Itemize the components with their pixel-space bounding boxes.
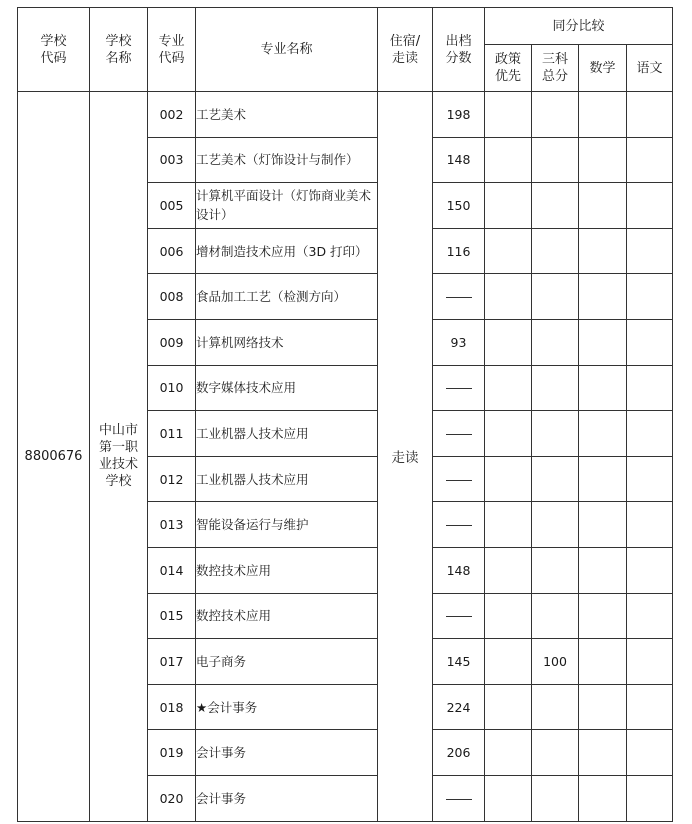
- policy-first-cell: [485, 547, 532, 593]
- chinese-cell: [627, 411, 673, 457]
- math-cell: [579, 502, 627, 548]
- chinese-cell: [627, 730, 673, 776]
- no-score-dash: [446, 434, 472, 435]
- admission-score-table: [17, 7, 673, 822]
- three-total-cell: [532, 137, 579, 183]
- table-row: [18, 92, 673, 138]
- score-cell: 116: [433, 228, 485, 274]
- score-cell: 198: [433, 92, 485, 138]
- chinese-cell: [627, 137, 673, 183]
- header-major-name: 专业名称: [196, 8, 378, 92]
- three-total-cell: [532, 365, 579, 411]
- chinese-cell: [627, 775, 673, 821]
- three-total-cell: [532, 183, 579, 229]
- three-total-cell: [532, 547, 579, 593]
- math-cell: [579, 593, 627, 639]
- major-code-cell: 009: [148, 319, 196, 365]
- school-name-cell: 中山市 第一职 业技术 学校: [90, 92, 148, 822]
- score-cell: [433, 456, 485, 502]
- score-cell: 145: [433, 639, 485, 685]
- major-name-cell: 数控技术应用: [196, 547, 378, 593]
- policy-first-cell: [485, 456, 532, 502]
- three-total-cell: [532, 775, 579, 821]
- major-name-cell: 计算机网络技术: [196, 319, 378, 365]
- score-cell: [433, 411, 485, 457]
- header-boarding: 住宿/ 走读: [378, 8, 433, 92]
- header-policy-first: 政策 优先: [485, 45, 532, 92]
- major-name-cell: 工艺美术: [196, 92, 378, 138]
- math-cell: [579, 730, 627, 776]
- three-total-cell: [532, 456, 579, 502]
- major-code-cell: 006: [148, 228, 196, 274]
- three-total-cell: [532, 502, 579, 548]
- major-name-cell: 计算机平面设计（灯饰商业美术设计）: [196, 183, 378, 229]
- major-code-cell: 015: [148, 593, 196, 639]
- policy-first-cell: [485, 274, 532, 320]
- no-score-dash: [446, 799, 472, 800]
- score-cell: [433, 775, 485, 821]
- header-school-code: 学校 代码: [18, 8, 90, 92]
- score-cell: 224: [433, 684, 485, 730]
- math-cell: [579, 183, 627, 229]
- no-score-dash: [446, 616, 472, 617]
- policy-first-cell: [485, 411, 532, 457]
- major-name-cell: ★会计事务: [196, 684, 378, 730]
- header-major-code: 专业 代码: [148, 8, 196, 92]
- policy-first-cell: [485, 319, 532, 365]
- major-name-cell: 食品加工工艺（检测方向）: [196, 274, 378, 320]
- major-code-cell: 012: [148, 456, 196, 502]
- major-code-cell: 013: [148, 502, 196, 548]
- major-code-cell: 017: [148, 639, 196, 685]
- three-total-cell: [532, 228, 579, 274]
- math-cell: [579, 639, 627, 685]
- major-code-cell: 003: [148, 137, 196, 183]
- major-code-cell: 008: [148, 274, 196, 320]
- math-cell: [579, 228, 627, 274]
- three-total-cell: [532, 730, 579, 776]
- header-chinese: 语文: [627, 45, 673, 92]
- major-code-cell: 002: [148, 92, 196, 138]
- major-code-cell: 018: [148, 684, 196, 730]
- score-cell: 148: [433, 137, 485, 183]
- table-body: [18, 92, 673, 822]
- no-score-dash: [446, 297, 472, 298]
- three-total-cell: [532, 274, 579, 320]
- math-cell: [579, 547, 627, 593]
- major-name-cell: 工艺美术（灯饰设计与制作）: [196, 137, 378, 183]
- major-name-cell: 电子商务: [196, 639, 378, 685]
- chinese-cell: [627, 639, 673, 685]
- chinese-cell: [627, 319, 673, 365]
- no-score-dash: [446, 525, 472, 526]
- policy-first-cell: [485, 365, 532, 411]
- three-total-cell: 100: [532, 639, 579, 685]
- math-cell: [579, 274, 627, 320]
- three-total-cell: [532, 593, 579, 639]
- math-cell: [579, 684, 627, 730]
- no-score-dash: [446, 388, 472, 389]
- major-code-cell: 020: [148, 775, 196, 821]
- policy-first-cell: [485, 137, 532, 183]
- score-cell: 150: [433, 183, 485, 229]
- major-code-cell: 010: [148, 365, 196, 411]
- policy-first-cell: [485, 593, 532, 639]
- policy-first-cell: [485, 502, 532, 548]
- three-total-cell: [532, 411, 579, 457]
- chinese-cell: [627, 274, 673, 320]
- major-name-cell: 工业机器人技术应用: [196, 411, 378, 457]
- major-code-cell: 019: [148, 730, 196, 776]
- chinese-cell: [627, 502, 673, 548]
- chinese-cell: [627, 92, 673, 138]
- math-cell: [579, 456, 627, 502]
- policy-first-cell: [485, 775, 532, 821]
- score-cell: [433, 365, 485, 411]
- header-tie-compare: 同分比较: [485, 8, 673, 45]
- policy-first-cell: [485, 228, 532, 274]
- score-cell: 148: [433, 547, 485, 593]
- math-cell: [579, 365, 627, 411]
- score-cell: [433, 502, 485, 548]
- major-code-cell: 005: [148, 183, 196, 229]
- school-code-cell: 8800676: [18, 92, 90, 822]
- header-school-name: 学校 名称: [90, 8, 148, 92]
- score-cell: 206: [433, 730, 485, 776]
- three-total-cell: [532, 92, 579, 138]
- math-cell: [579, 775, 627, 821]
- chinese-cell: [627, 684, 673, 730]
- major-code-cell: 011: [148, 411, 196, 457]
- major-name-cell: 会计事务: [196, 775, 378, 821]
- math-cell: [579, 92, 627, 138]
- policy-first-cell: [485, 684, 532, 730]
- major-name-cell: 增材制造技术应用（3D 打印）: [196, 228, 378, 274]
- policy-first-cell: [485, 92, 532, 138]
- chinese-cell: [627, 547, 673, 593]
- header-score: 出档 分数: [433, 8, 485, 92]
- chinese-cell: [627, 183, 673, 229]
- major-name-cell: 工业机器人技术应用: [196, 456, 378, 502]
- score-cell: [433, 593, 485, 639]
- chinese-cell: [627, 365, 673, 411]
- math-cell: [579, 137, 627, 183]
- boarding-cell: 走读: [378, 92, 433, 822]
- header-math: 数学: [579, 45, 627, 92]
- math-cell: [579, 319, 627, 365]
- no-score-dash: [446, 480, 472, 481]
- policy-first-cell: [485, 730, 532, 776]
- chinese-cell: [627, 456, 673, 502]
- major-code-cell: 014: [148, 547, 196, 593]
- three-total-cell: [532, 684, 579, 730]
- major-name-cell: 数字媒体技术应用: [196, 365, 378, 411]
- chinese-cell: [627, 593, 673, 639]
- major-name-cell: 会计事务: [196, 730, 378, 776]
- score-cell: 93: [433, 319, 485, 365]
- major-name-cell: 数控技术应用: [196, 593, 378, 639]
- chinese-cell: [627, 228, 673, 274]
- score-cell: [433, 274, 485, 320]
- policy-first-cell: [485, 639, 532, 685]
- policy-first-cell: [485, 183, 532, 229]
- math-cell: [579, 411, 627, 457]
- header-three-total: 三科 总分: [532, 45, 579, 92]
- three-total-cell: [532, 319, 579, 365]
- major-name-cell: 智能设备运行与维护: [196, 502, 378, 548]
